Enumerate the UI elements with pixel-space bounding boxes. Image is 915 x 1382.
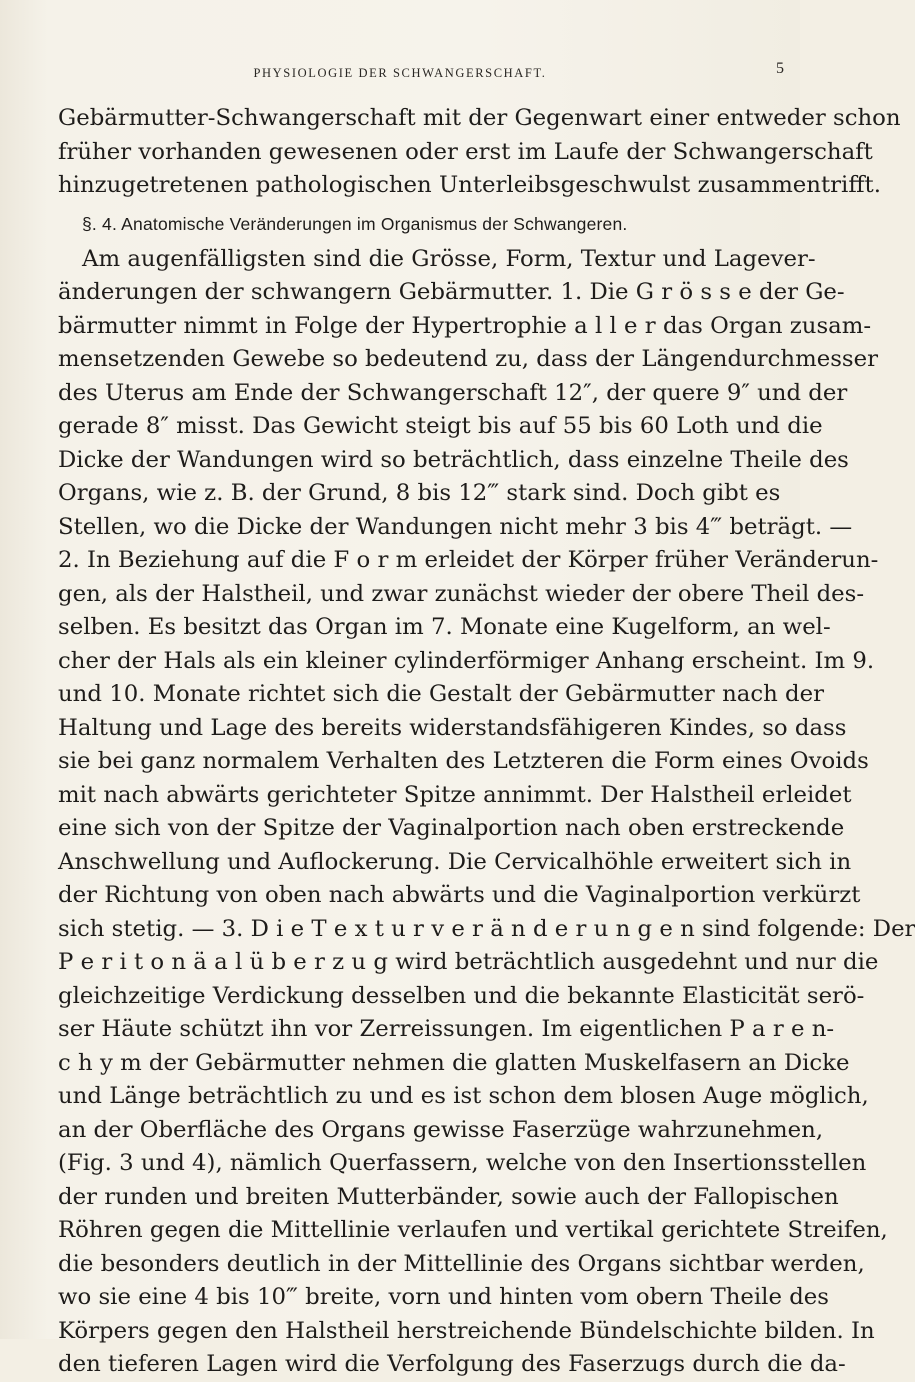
text-line: P e r i t o n ä a l ü b e r z u g wird beträchtlich ausgedehnt und nur die bbox=[58, 949, 879, 975]
text-line: der runden und breiten Mutterbänder, sowie auch der Fallopischen bbox=[58, 1183, 839, 1210]
text-line: c h y m der Gebärmutter nehmen die glatten Muskelfasern an Dicke bbox=[58, 1049, 850, 1076]
text-line: selben. Es besitzt das Organ im 7. Monate eine Kugelform, an wel- bbox=[58, 614, 831, 640]
page-number: 5 bbox=[776, 60, 784, 77]
section-heading: §. 4. Anatomische Veränderungen im Organismus der Schwangeren. bbox=[82, 213, 628, 234]
text-line: sich stetig. — 3. D i e T e x t u r v e r ä n d e r u n g e n sind folgende: Der bbox=[58, 915, 915, 942]
text-line: mit nach abwärts gerichteter Spitze annimmt. Der Halstheil erleidet bbox=[58, 781, 852, 808]
body-text bbox=[58, 102, 915, 1382]
text-line: Gebärmutter-Schwangerschaft mit der Gegenwart einer entweder schon bbox=[58, 105, 901, 131]
text-line: änderungen der schwangern Gebärmutter. 1. Die G r ö s s e der Ge- bbox=[58, 279, 845, 305]
text-line: Dicke der Wandungen wird so beträchtlich, dass einzelne Theile des bbox=[58, 446, 849, 473]
text-line: den tieferen Lagen wird die Verfolgung des Faserzugs durch die da- bbox=[58, 1351, 846, 1377]
text-line: gen, als der Halstheil, und zwar zunächst wieder der obere Theil des- bbox=[58, 580, 865, 607]
text-line: mensetzenden Gewebe so bedeutend zu, dass der Längendurchmesser bbox=[58, 346, 879, 372]
text-line: und 10. Monate richtet sich die Gestalt der Gebärmutter nach der bbox=[58, 681, 825, 707]
text-line: früher vorhanden gewesenen oder erst im Laufe der Schwangerschaft bbox=[58, 138, 873, 165]
text-line: der Richtung von oben nach abwärts und die Vaginalportion verkürzt bbox=[58, 882, 861, 908]
text-line: cher der Hals als ein kleiner cylinderförmiger Anhang erscheint. Im 9. bbox=[58, 647, 875, 674]
text-line: Haltung und Lage des bereits widerstandsfähigeren Kindes, so dass bbox=[58, 714, 847, 741]
text-line: wo sie eine 4 bis 10‴ breite, vorn und hinten vom obern Theile des bbox=[58, 1284, 829, 1310]
text-line: hinzugetretenen pathologischen Unterleibsgeschwulst zusammentrifft. bbox=[58, 172, 881, 198]
text-line: Stellen, wo die Dicke der Wandungen nicht mehr 3 bis 4‴ beträgt. — bbox=[58, 513, 853, 540]
text-line: und Länge beträchtlich zu und es ist schon dem blosen Auge möglich, bbox=[58, 1083, 869, 1109]
text-line: 2. In Beziehung auf die F o r m erleidet der Körper früher Veränderun- bbox=[58, 547, 879, 573]
text-line: die besonders deutlich in der Mittellinie des Organs sichtbar werden, bbox=[58, 1250, 865, 1277]
text-line: eine sich von der Spitze der Vaginalportion nach oben erstreckende bbox=[58, 815, 845, 841]
text-line: Körpers gegen den Halstheil herstreichende Bündelschichte bilden. In bbox=[58, 1317, 875, 1344]
text-line: Organs, wie z. B. der Grund, 8 bis 12‴ stark sind. Doch gibt es bbox=[58, 480, 781, 506]
paragraph-continuation bbox=[58, 102, 901, 203]
text-line: gerade 8″ misst. Das Gewicht steigt bis auf 55 bis 60 Loth und die bbox=[58, 413, 823, 439]
text-line: Röhren gegen die Mittellinie verlaufen und vertikal gerichtete Streifen, bbox=[58, 1217, 888, 1243]
text-line: Anschwellung und Auflockerung. Die Cervicalhöhle erweitert sich in bbox=[58, 848, 852, 875]
running-head: PHYSIOLOGIE DER SCHWANGERSCHAFT. bbox=[253, 66, 547, 80]
text-line: des Uterus am Ende der Schwangerschaft 12″, der quere 9″ und der bbox=[58, 379, 848, 406]
text-line: ser Häute schützt ihn vor Zerreissungen. Im eigentlichen P a r e n- bbox=[58, 1016, 835, 1042]
text-line: an der Oberfläche des Organs gewisse Faserzüge wahrzunehmen, bbox=[58, 1116, 824, 1143]
paragraph-anatomy bbox=[58, 243, 915, 1382]
text-line: sie bei ganz normalem Verhalten des Letzteren die Form eines Ovoids bbox=[58, 748, 869, 774]
text-line: gleichzeitige Verdickung desselben und die bekannte Elasticität serö- bbox=[58, 982, 865, 1009]
text-line: Am augenfälligsten sind die Grösse, Form, Textur und Lagever- bbox=[82, 245, 816, 272]
text-line: (Fig. 3 und 4), nämlich Querfassern, welche von den Insertionsstellen bbox=[58, 1150, 867, 1176]
text-line: bärmutter nimmt in Folge der Hypertrophie a l l e r das Organ zusam- bbox=[58, 312, 872, 339]
